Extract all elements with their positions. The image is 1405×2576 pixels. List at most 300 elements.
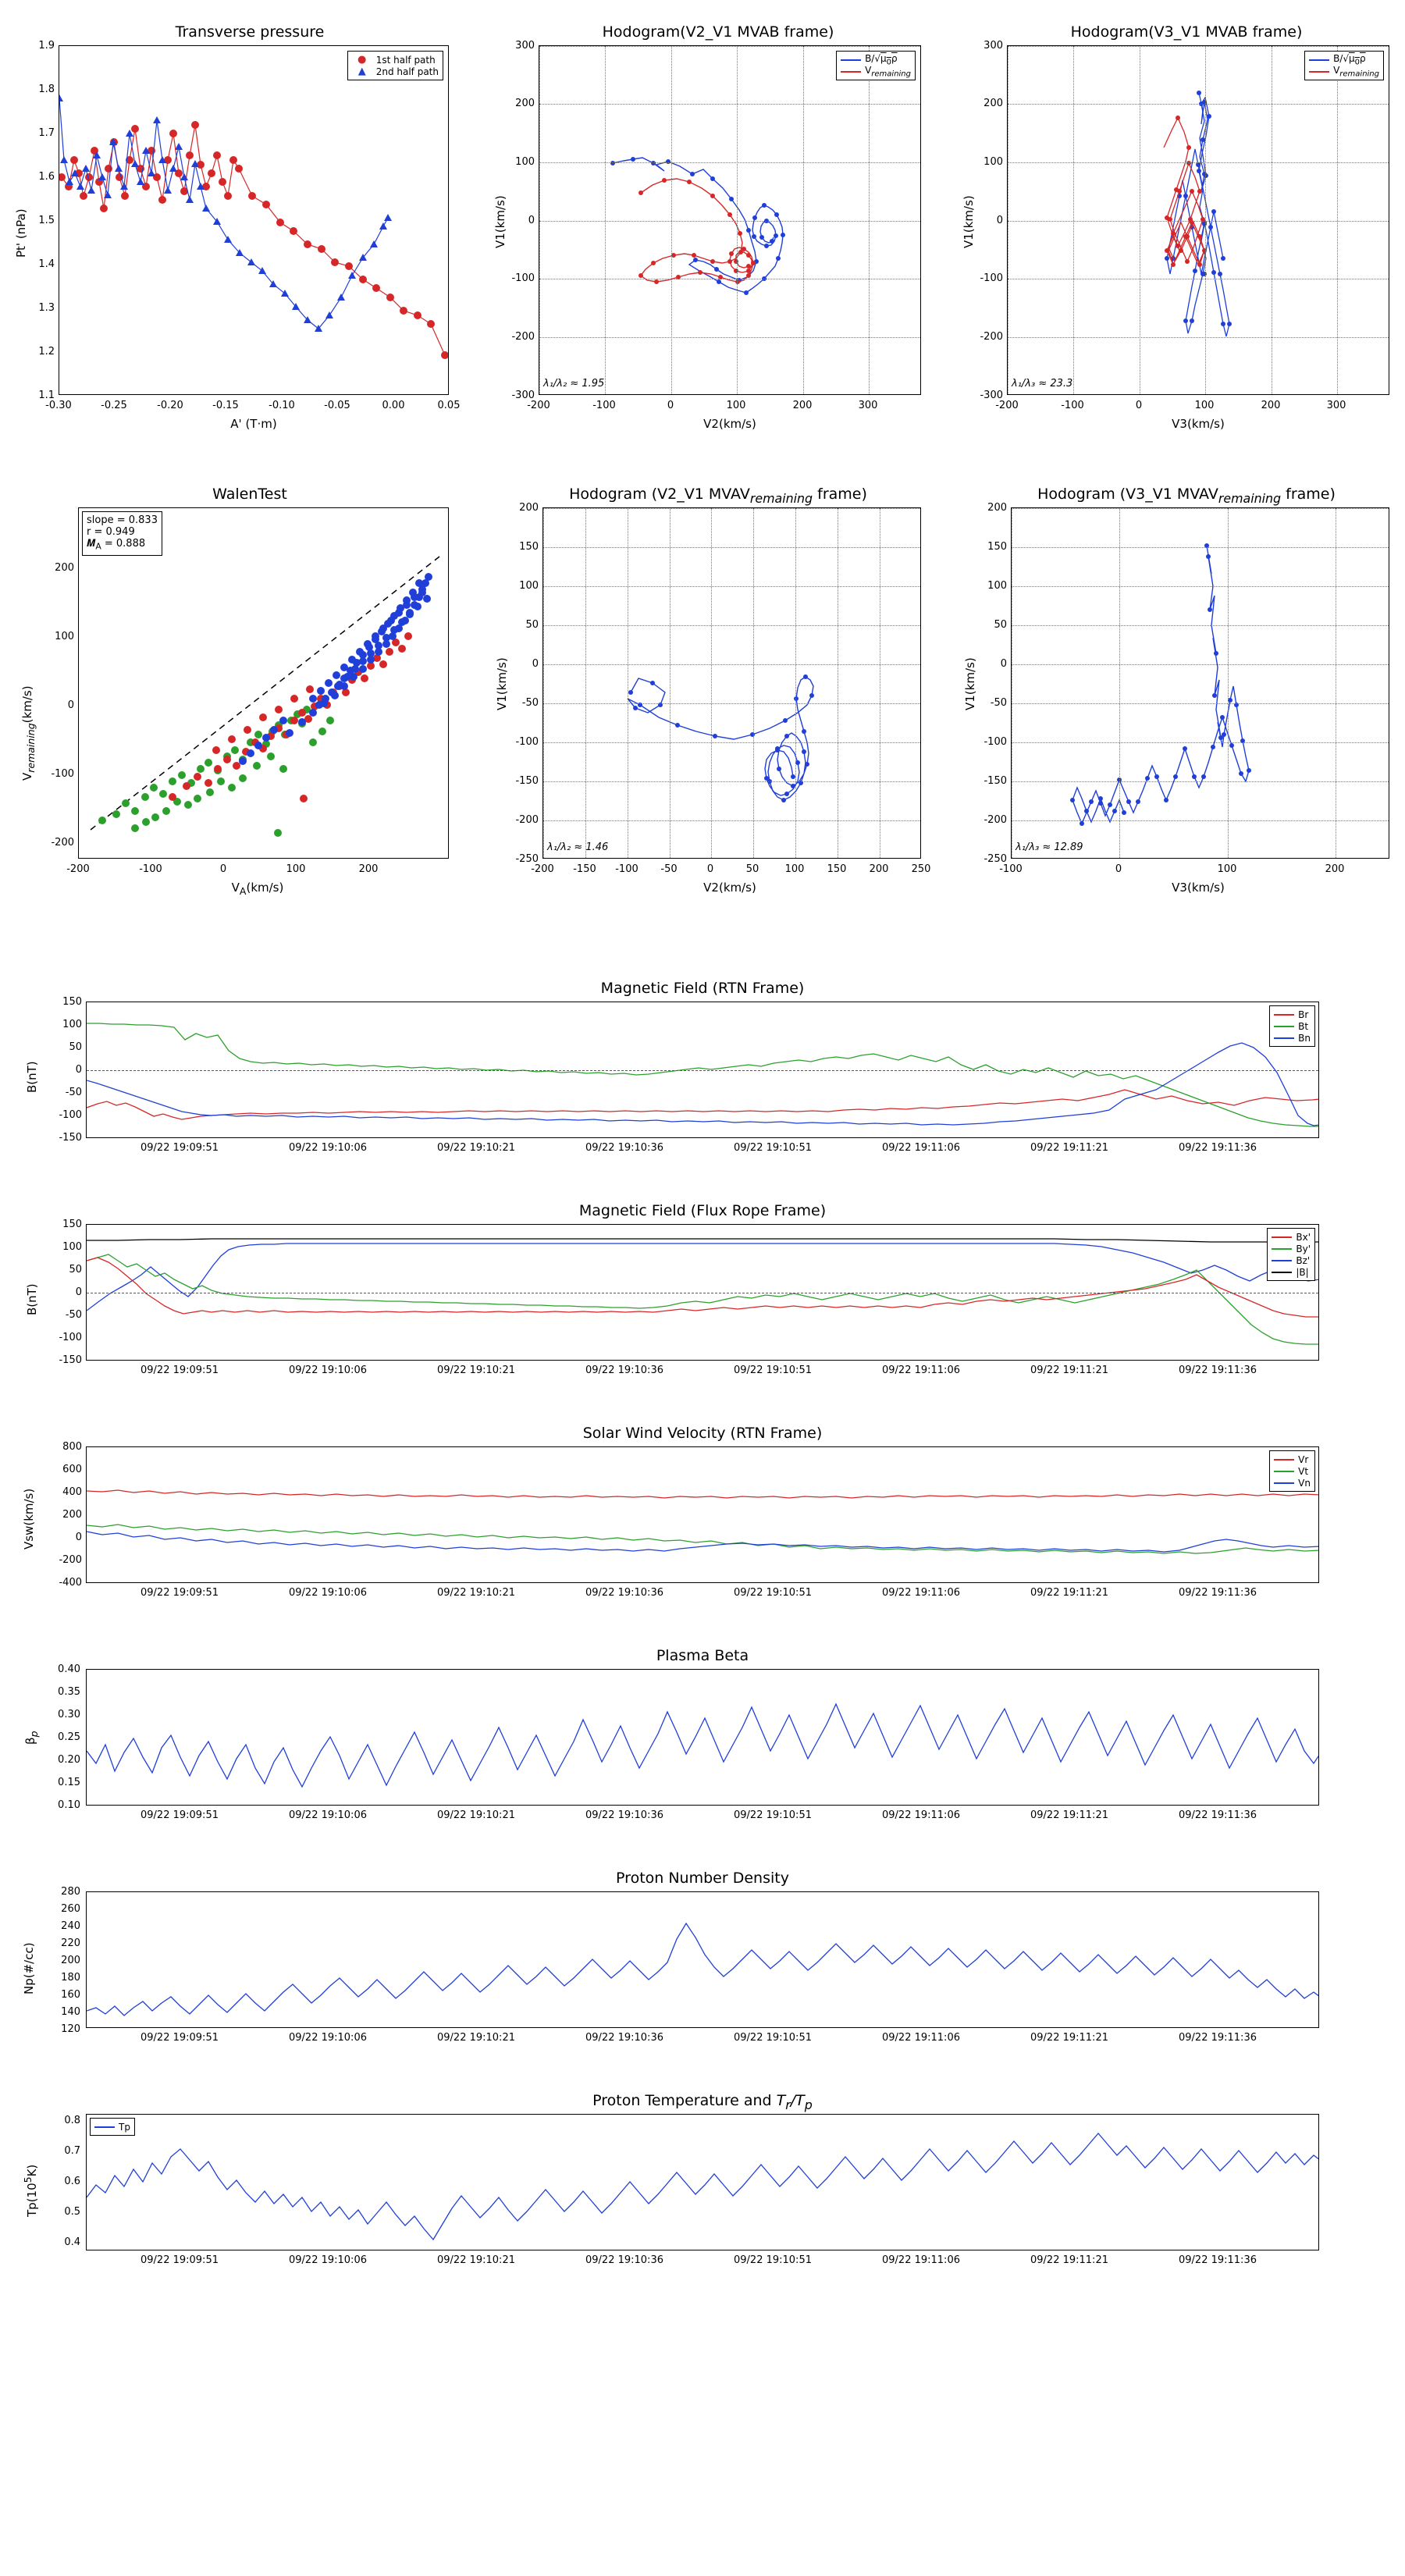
zero-line <box>87 1070 1318 1071</box>
x-tick: 09/22 19:09:51 <box>140 2032 219 2044</box>
y-axis-label: $Tp(10^5K)$ <box>22 2164 39 2217</box>
x-tick: -100 <box>615 863 638 875</box>
y-tick: -250 <box>984 853 1007 865</box>
x-tick: 09/22 19:10:06 <box>289 1809 367 1821</box>
y-tick: -200 <box>980 331 1003 343</box>
legend <box>1267 1228 1315 1281</box>
panel-proton-number-density <box>0 1870 1405 2073</box>
x-axis-label: V3(km/s) <box>1172 881 1225 895</box>
x-tick: 300 <box>858 400 878 411</box>
gridline <box>869 46 870 394</box>
y-tick: 150 <box>62 996 82 1008</box>
x-tick: 250 <box>911 863 931 875</box>
gridline <box>605 46 606 394</box>
legend-label: Bx' <box>1296 1231 1311 1243</box>
x-tick: -0.10 <box>269 400 295 411</box>
y-axis-label: V1(km/s) <box>495 657 509 710</box>
line-swatch <box>1274 1014 1294 1016</box>
y-tick: 160 <box>61 1989 80 2001</box>
panel-hodogram-v3v1-mvab <box>937 0 1405 453</box>
legend <box>347 51 443 80</box>
x-axis-label: V3(km/s) <box>1172 417 1225 431</box>
panel-hodogram-v2v1-mvav <box>468 468 937 921</box>
y-axis-label: Vsw(km/s) <box>22 1488 36 1550</box>
x-axis-label: $V_A(km/s)$ <box>231 881 284 897</box>
chart-title: Hodogram (V2_V1 $MVAV_{remaining}$ frame) <box>569 486 867 506</box>
legend-label: $B/√\mu_0\rho$ <box>1333 52 1366 67</box>
x-tick: 09/22 19:09:51 <box>140 1587 219 1599</box>
legend-label: Bn <box>1298 1032 1311 1044</box>
y-tick: -300 <box>980 390 1003 401</box>
x-tick: -100 <box>1061 400 1084 411</box>
gridline <box>671 46 672 394</box>
walen-scatter <box>79 508 449 859</box>
plasma-beta-series <box>87 1670 1319 1806</box>
y-tick: 0.15 <box>58 1777 80 1788</box>
gridline <box>543 508 920 509</box>
y-tick: 0 <box>528 215 535 226</box>
line-swatch <box>1274 1459 1294 1461</box>
y-axis-label: V1(km/s) <box>963 657 977 710</box>
y-tick: 1.8 <box>38 84 55 95</box>
gridline <box>543 664 920 665</box>
y-tick: 200 <box>55 562 74 574</box>
line-swatch <box>1272 1260 1292 1261</box>
gridline <box>1012 508 1389 509</box>
plot-area <box>1007 45 1389 395</box>
y-tick: 50 <box>69 1264 82 1276</box>
x-tick: 50 <box>745 863 759 875</box>
x-tick: -150 <box>573 863 596 875</box>
x-tick: 09/22 19:10:06 <box>289 1364 367 1376</box>
x-tick: 09/22 19:11:06 <box>882 2254 960 2266</box>
x-tick: -0.30 <box>45 400 72 411</box>
slope-value: slope = 0.833 <box>87 514 158 526</box>
x-tick: -200 <box>531 863 554 875</box>
y-tick: 0.7 <box>64 2145 80 2157</box>
y-axis-label: $V_{remaining}(km/s)$ <box>20 685 37 781</box>
x-tick: 100 <box>286 863 306 875</box>
gridline <box>1012 547 1389 548</box>
plot-area <box>86 2114 1319 2250</box>
y-tick: 260 <box>61 1903 80 1915</box>
circle-marker-icon: ● <box>357 53 367 66</box>
gridline <box>803 46 804 394</box>
legend-label: Vr <box>1298 1453 1309 1465</box>
gridline <box>1008 46 1389 47</box>
chart-title: Magnetic Field (Flux Rope Frame) <box>578 1202 827 1219</box>
hodogram-v2v1-mvav-series <box>543 508 921 859</box>
y-tick: 1.5 <box>38 215 55 226</box>
gridline <box>539 221 920 222</box>
r-value: r = 0.949 <box>87 526 135 538</box>
gridline <box>1012 586 1389 587</box>
gridline <box>539 337 920 338</box>
y-tick: -200 <box>511 331 535 343</box>
plot-area <box>86 1224 1319 1361</box>
legend-item <box>352 54 439 66</box>
x-tick: 09/22 19:10:36 <box>585 2032 663 2044</box>
y-tick: 50 <box>994 619 1007 631</box>
x-axis-label: A' (T·m) <box>230 417 277 431</box>
plot-area <box>542 507 921 859</box>
x-tick: 09/22 19:10:06 <box>289 2254 367 2266</box>
legend-item <box>94 2121 130 2133</box>
x-tick: -100 <box>139 863 162 875</box>
panel-magnetic-field-fluxrope <box>0 1202 1405 1405</box>
x-tick: 300 <box>1326 400 1346 411</box>
triangle-marker-icon: ▲ <box>357 65 366 77</box>
chart-title: Magnetic Field (RTN Frame) <box>600 980 805 997</box>
x-tick: 09/22 19:10:21 <box>437 1364 515 1376</box>
y-tick: -200 <box>984 814 1007 826</box>
legend <box>1304 51 1384 80</box>
x-tick: 09/22 19:10:21 <box>437 1587 515 1599</box>
x-tick: 09/22 19:11:36 <box>1179 1809 1257 1821</box>
line-swatch <box>1309 71 1329 73</box>
y-tick: -100 <box>984 736 1007 748</box>
x-tick: 09/22 19:10:21 <box>437 1142 515 1154</box>
legend <box>1269 1005 1315 1047</box>
x-tick: -0.05 <box>324 400 350 411</box>
gridline <box>1012 664 1389 665</box>
y-tick: 100 <box>62 1241 82 1253</box>
panel-hodogram-v2v1-mvab <box>468 0 937 453</box>
chart-title: WalenTest <box>212 486 287 503</box>
gridline <box>1119 508 1120 858</box>
y-tick: 200 <box>984 98 1003 109</box>
x-tick: 09/22 19:11:06 <box>882 1364 960 1376</box>
x-tick: 09/22 19:10:36 <box>585 1587 663 1599</box>
legend-label: 2nd half path <box>375 66 439 77</box>
gridline <box>1073 46 1074 394</box>
legend-label: By' <box>1296 1243 1311 1254</box>
x-tick: 100 <box>726 400 746 411</box>
x-tick: 09/22 19:11:06 <box>882 1142 960 1154</box>
panel-transverse-pressure <box>0 0 468 453</box>
y-tick: 100 <box>519 580 539 592</box>
x-tick: -200 <box>66 863 90 875</box>
y-tick: -100 <box>515 736 539 748</box>
gridline <box>585 508 586 858</box>
gridline <box>1008 104 1389 105</box>
legend-item <box>1272 1254 1311 1266</box>
x-tick: 09/22 19:11:36 <box>1179 1364 1257 1376</box>
gridline <box>1012 781 1389 782</box>
y-tick: 180 <box>61 1972 80 1984</box>
x-tick: 09/22 19:10:51 <box>734 1809 812 1821</box>
line-swatch <box>841 59 861 61</box>
solar-wind-series <box>87 1447 1319 1583</box>
y-tick: 1.3 <box>38 302 55 314</box>
x-tick: 09/22 19:11:06 <box>882 1587 960 1599</box>
plot-area <box>1011 507 1389 859</box>
y-tick: 300 <box>984 40 1003 52</box>
chart-title: Transverse pressure <box>175 23 325 41</box>
gridline <box>1008 162 1389 163</box>
y-tick: 100 <box>55 631 74 642</box>
gridline <box>795 508 796 858</box>
x-tick: 09/22 19:11:21 <box>1030 1809 1108 1821</box>
legend-label: Vn <box>1298 1477 1311 1489</box>
y-tick: 1.7 <box>38 127 55 139</box>
gridline <box>543 781 920 782</box>
x-tick: 09/22 19:10:51 <box>734 1587 812 1599</box>
y-tick: -100 <box>59 1109 82 1121</box>
x-tick: -0.15 <box>212 400 239 411</box>
gridline <box>539 162 920 163</box>
x-tick: 09/22 19:10:51 <box>734 1142 812 1154</box>
line-swatch <box>94 2126 115 2128</box>
y-tick: -50 <box>521 697 539 709</box>
eigenvalue-ratio-annotation: λ₁/λ₃ ≈ 23.3 <box>1012 378 1073 390</box>
plot-area <box>78 507 449 859</box>
chart-title: Proton Temperature and $T_r/T_p$ <box>592 2092 813 2112</box>
y-tick: 0 <box>75 1532 82 1543</box>
y-tick: -50 <box>65 1087 82 1098</box>
gridline <box>1012 742 1389 743</box>
y-tick: -100 <box>511 272 535 284</box>
gridline <box>711 508 712 858</box>
y-axis-label: V1(km/s) <box>493 195 507 248</box>
legend-item <box>1274 1453 1311 1465</box>
y-tick: 1.1 <box>38 390 55 401</box>
x-tick: 0.05 <box>437 400 461 411</box>
x-tick: 09/22 19:10:21 <box>437 1809 515 1821</box>
legend-label: $B/√\mu_0\rho$ <box>865 52 898 67</box>
line-swatch <box>1272 1236 1292 1238</box>
y-tick: 800 <box>62 1441 82 1453</box>
y-tick: 200 <box>62 1509 82 1521</box>
y-tick: -300 <box>511 390 535 401</box>
y-tick: -100 <box>51 768 74 780</box>
y-axis-label: B(nT) <box>25 1061 39 1093</box>
y-tick: 600 <box>62 1464 82 1475</box>
legend-label: $V_{remaining}$ <box>1333 64 1379 79</box>
x-tick: 100 <box>784 863 805 875</box>
x-tick: 09/22 19:10:51 <box>734 2032 812 2044</box>
y-tick: 0.5 <box>64 2206 80 2218</box>
x-tick: 09/22 19:10:36 <box>585 1364 663 1376</box>
panel-magnetic-field-rtn <box>0 980 1405 1183</box>
y-tick: 200 <box>515 98 535 109</box>
legend-item <box>352 66 439 77</box>
y-tick: -100 <box>59 1332 82 1343</box>
gridline <box>543 820 920 821</box>
gridline <box>543 547 920 548</box>
plot-area <box>539 45 921 395</box>
eigenvalue-ratio-annotation: λ₁/λ₂ ≈ 1.46 <box>547 841 609 853</box>
y-tick: 100 <box>987 580 1007 592</box>
x-tick: 0 <box>667 400 674 411</box>
x-tick: 09/22 19:10:51 <box>734 2254 812 2266</box>
x-tick: 09/22 19:10:21 <box>437 2254 515 2266</box>
y-axis-label: V1(km/s) <box>962 195 976 248</box>
y-tick: 0 <box>67 699 74 711</box>
plot-area <box>86 1891 1319 2028</box>
transverse-pressure-series <box>59 46 449 395</box>
gridline <box>1012 703 1389 704</box>
y-tick: -200 <box>51 837 74 849</box>
x-axis-label: V2(km/s) <box>703 881 756 895</box>
walen-stats-box <box>82 511 162 556</box>
chart-title: Hodogram (V3_V1 $MVAV_{remaining}$ frame) <box>1037 486 1336 506</box>
x-tick: -200 <box>527 400 550 411</box>
y-tick: -200 <box>59 1554 82 1566</box>
x-tick: 100 <box>1194 400 1215 411</box>
x-tick: 09/22 19:11:21 <box>1030 2032 1108 2044</box>
line-swatch <box>1272 1248 1292 1250</box>
x-tick: 0 <box>1135 400 1143 411</box>
x-tick: 200 <box>358 863 379 875</box>
y-tick: -50 <box>990 697 1007 709</box>
y-tick: 0 <box>75 1064 82 1076</box>
y-tick: 0.20 <box>58 1754 80 1766</box>
x-tick: 100 <box>1217 863 1237 875</box>
x-tick: 200 <box>1325 863 1345 875</box>
x-tick: 09/22 19:10:36 <box>585 2254 663 2266</box>
y-tick: 200 <box>987 502 1007 514</box>
legend-label: Bt <box>1298 1020 1309 1032</box>
chart-title: Proton Number Density <box>616 1870 789 1887</box>
y-tick: 150 <box>987 541 1007 553</box>
panel-solar-wind-velocity <box>0 1425 1405 1628</box>
x-tick: 09/22 19:11:06 <box>882 1809 960 1821</box>
x-tick: -200 <box>995 400 1019 411</box>
x-tick: -0.25 <box>101 400 127 411</box>
x-tick: 09/22 19:11:36 <box>1179 2032 1257 2044</box>
gridline <box>539 104 920 105</box>
x-tick: 09/22 19:09:51 <box>140 1142 219 1154</box>
x-tick: -100 <box>592 400 616 411</box>
y-tick: -100 <box>980 272 1003 284</box>
x-tick: 09/22 19:11:36 <box>1179 2254 1257 2266</box>
legend <box>90 2118 135 2136</box>
chart-title: Hodogram(V2_V1 MVAB frame) <box>602 23 834 41</box>
eigenvalue-ratio-annotation: λ₁/λ₃ ≈ 12.89 <box>1016 841 1083 853</box>
y-tick: 200 <box>519 502 539 514</box>
gridline <box>1228 508 1229 858</box>
x-tick: 09/22 19:10:21 <box>437 2032 515 2044</box>
y-tick: 0.25 <box>58 1731 80 1743</box>
y-tick: 0.10 <box>58 1799 80 1811</box>
x-tick: 09/22 19:11:21 <box>1030 1142 1108 1154</box>
y-tick: -150 <box>59 1354 82 1366</box>
legend-label: Br <box>1298 1009 1309 1020</box>
x-tick: -100 <box>999 863 1023 875</box>
x-tick: 09/22 19:10:36 <box>585 1142 663 1154</box>
x-tick: 09/22 19:09:51 <box>140 1809 219 1821</box>
legend-label: |B| <box>1296 1266 1309 1278</box>
panel-proton-temperature <box>0 2092 1405 2326</box>
x-tick: 09/22 19:10:36 <box>585 1809 663 1821</box>
gridline <box>737 46 738 394</box>
hodogram-v3v1-mvav-series <box>1012 508 1389 859</box>
x-tick: 09/22 19:10:51 <box>734 1364 812 1376</box>
gridline <box>753 508 754 858</box>
chart-title: Solar Wind Velocity (RTN Frame) <box>582 1425 823 1442</box>
gridline <box>543 703 920 704</box>
x-tick: 150 <box>827 863 847 875</box>
panel-plasma-beta <box>0 1647 1405 1850</box>
legend-item <box>1274 1009 1311 1020</box>
y-axis-label: Pt' (nPa) <box>14 208 28 258</box>
x-tick: 09/22 19:11:36 <box>1179 1142 1257 1154</box>
x-tick: 0 <box>1115 863 1122 875</box>
proton-temperature-series <box>87 2115 1319 2250</box>
chart-title: Hodogram(V3_V1 MVAB frame) <box>1070 23 1303 41</box>
y-tick: -250 <box>515 853 539 865</box>
gridline <box>1012 820 1389 821</box>
legend-label: Tp <box>119 2121 130 2133</box>
panel-walen-test <box>0 468 468 921</box>
y-tick: -200 <box>515 814 539 826</box>
gridline <box>1008 221 1389 222</box>
x-tick: 09/22 19:10:06 <box>289 2032 367 2044</box>
y-tick: 0.40 <box>58 1663 80 1675</box>
eigenvalue-ratio-annotation: λ₁/λ₂ ≈ 1.95 <box>543 378 605 390</box>
legend-item <box>1274 1032 1311 1044</box>
line-swatch <box>841 71 861 73</box>
line-swatch <box>1274 1026 1294 1027</box>
y-tick: 100 <box>984 156 1003 168</box>
legend-item <box>1274 1477 1311 1489</box>
gridline <box>1205 46 1206 394</box>
legend <box>1269 1450 1315 1492</box>
y-tick: 1.4 <box>38 258 55 270</box>
y-tick: 100 <box>515 156 535 168</box>
gridline <box>543 508 544 858</box>
plot-area <box>86 1446 1319 1583</box>
legend-item <box>1309 54 1379 66</box>
y-axis-label: Np(#/cc) <box>22 1942 36 1994</box>
gridline <box>1337 46 1338 394</box>
x-tick: 09/22 19:11:21 <box>1030 2254 1108 2266</box>
x-tick: 09/22 19:11:21 <box>1030 1587 1108 1599</box>
x-tick: 09/22 19:10:06 <box>289 1587 367 1599</box>
legend-label: Bz' <box>1296 1254 1311 1266</box>
x-tick: 0.00 <box>382 400 405 411</box>
x-axis-label: V2(km/s) <box>703 417 756 431</box>
legend-item <box>841 54 911 66</box>
y-tick: 220 <box>61 1937 80 1949</box>
y-tick: 200 <box>61 1955 80 1966</box>
proton-density-series <box>87 1892 1319 2028</box>
legend-item <box>1272 1231 1311 1243</box>
x-tick: 09/22 19:10:06 <box>289 1142 367 1154</box>
y-tick: 280 <box>61 1886 80 1898</box>
alfven-mach-value: 𝑴$_A$ = 0.888 <box>87 538 146 552</box>
x-tick: 09/22 19:11:21 <box>1030 1364 1108 1376</box>
gridline <box>543 586 920 587</box>
line-swatch <box>1309 59 1329 61</box>
legend <box>836 51 916 80</box>
y-tick: 140 <box>61 2006 80 2018</box>
x-tick: 09/22 19:09:51 <box>140 2254 219 2266</box>
legend-item <box>1274 1020 1311 1032</box>
legend-label: $V_{remaining}$ <box>865 64 911 79</box>
x-tick: 200 <box>1261 400 1281 411</box>
x-tick: 200 <box>792 400 813 411</box>
legend-item <box>841 66 911 77</box>
x-tick: 09/22 19:11:36 <box>1179 1587 1257 1599</box>
legend-label: Vt <box>1298 1465 1309 1477</box>
y-tick: 120 <box>61 2023 80 2035</box>
y-tick: 0.30 <box>58 1709 80 1720</box>
y-tick: 150 <box>519 541 539 553</box>
y-tick: -150 <box>984 775 1007 787</box>
plot-area <box>59 45 449 395</box>
